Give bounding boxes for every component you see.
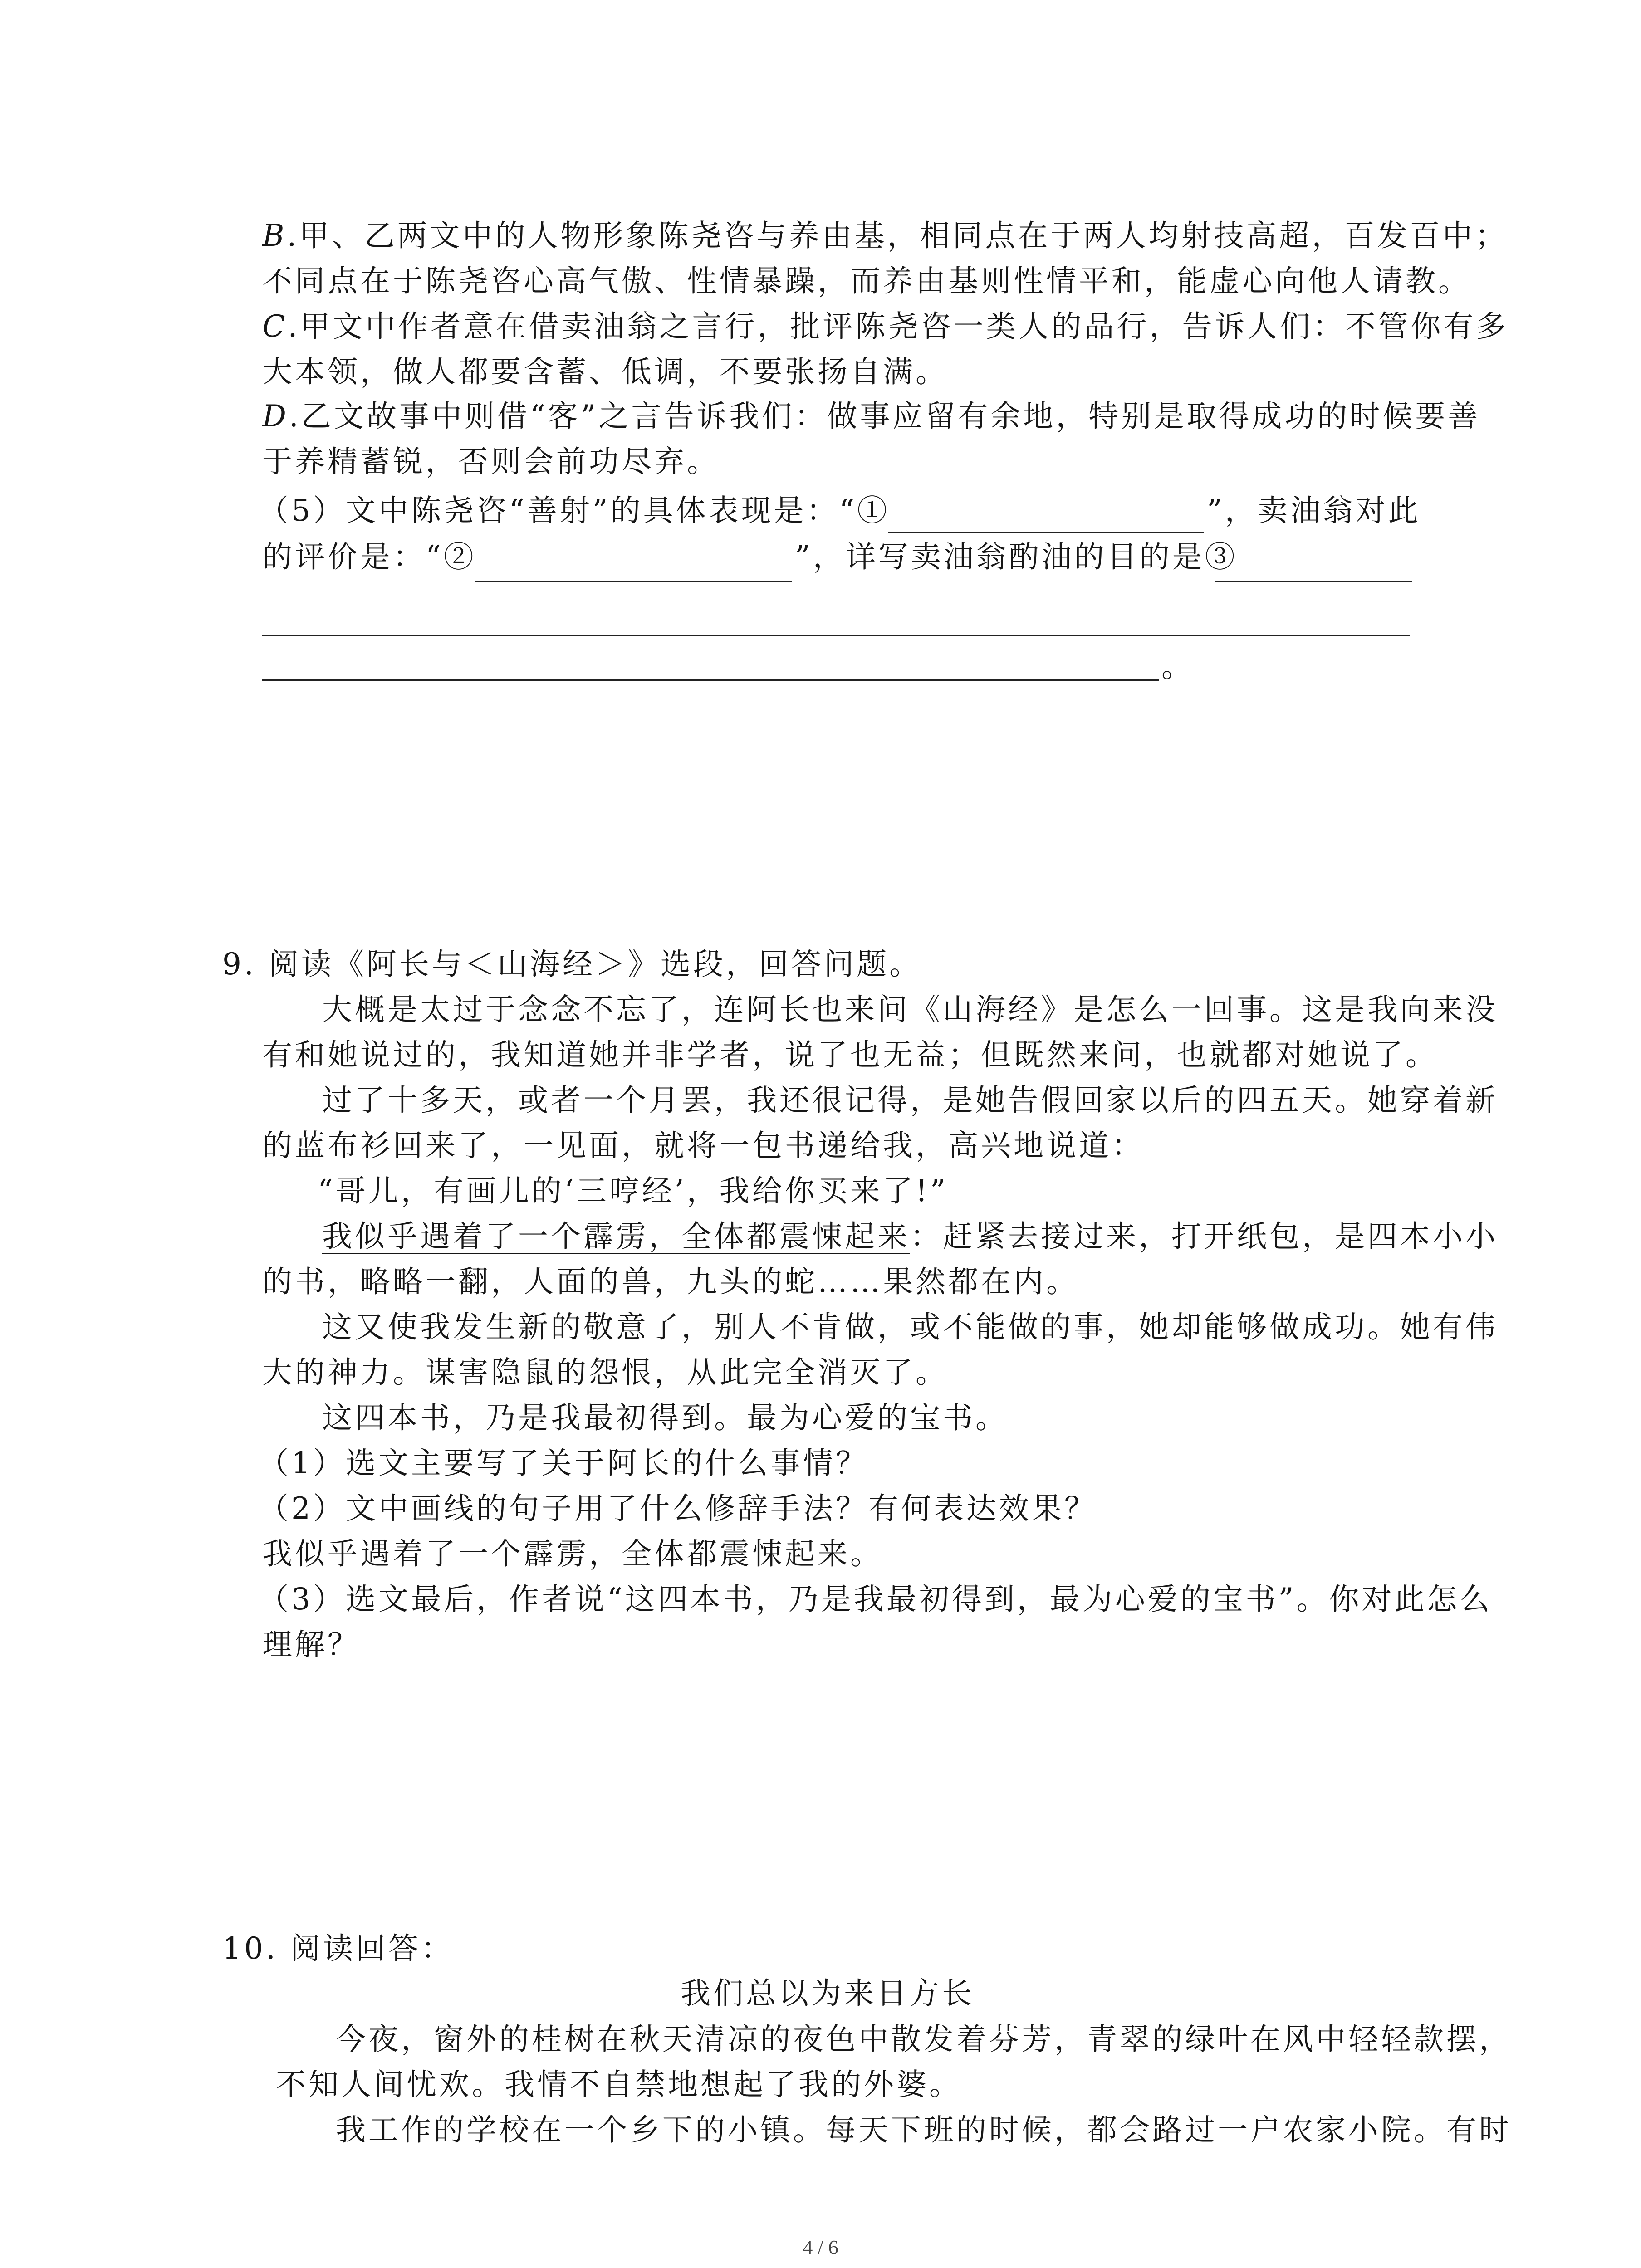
sub-question-5-part-d: ”，详写卖油翁酌油的目的是③: [795, 539, 1238, 574]
paragraph-4-continuation: ：赶紧去接过来，打开纸包，是四本小小: [910, 1219, 1498, 1254]
article-title: 我们总以为来日方长: [681, 1976, 975, 2011]
question-9-heading: 9. 阅读《阿长与＜山海经＞》选段，回答问题。: [222, 947, 922, 982]
option-b-line-1: [262, 213, 1508, 259]
option-d-text: .乙文故事中则借“客”之言告诉我们：做事应留有余地，特别是取得成功的时候要善: [289, 399, 1481, 434]
q10-paragraph-2-line-1: 我工作的学校在一个乡下的小镇。每天下班的时候，都会路过一户农家小院。有时: [336, 2112, 1512, 2147]
sub-question-5-end-mark: 。: [1161, 649, 1194, 684]
option-b-line-2: 不同点在于陈尧咨心高气傲、性情暴躁，而养由基则性情平和，能虚心向他人请教。: [262, 264, 1471, 298]
option-d-line-2: 于养精蓄锐，否则会前功尽弃。: [262, 444, 720, 479]
q9-paragraph-6: 这四本书，乃是我最初得到。最为心爱的宝书。: [322, 1400, 1008, 1435]
q9-sub-question-1: （1）选文主要写了关于阿长的什么事情？: [259, 1446, 868, 1481]
option-d-line-1: [262, 394, 1480, 439]
option-d-letter: D: [262, 399, 289, 434]
q10-paragraph-1-line-1: 今夜，窗外的桂树在秋天清凉的夜色中散发着芬芳，青翠的绿叶在风中轻轻款摆，: [336, 2022, 1512, 2057]
underlined-sentence: 我似乎遇着了一个霹雳，全体都震悚起来: [322, 1219, 910, 1254]
q9-paragraph-5-line-2: 大的神力。谋害隐鼠的怨恨，从此完全消灭了。: [262, 1355, 948, 1390]
sub-question-5-part-b: ”，卖油翁对此: [1207, 493, 1421, 528]
question-10-heading: 10. 阅读回答：: [222, 1931, 454, 1966]
q9-paragraph-4-line-1: [322, 1214, 1498, 1259]
q9-paragraph-1-line-1: 大概是太过于念念不忘了，连阿长也来问《山海经》是怎么一回事。这是我向来没: [322, 992, 1498, 1027]
q9-paragraph-2-line-1: 过了十多天，或者一个月罢，我还很记得，是她告假回家以后的四五天。她穿着新: [322, 1083, 1498, 1118]
sub-question-5-part-a: （5）文中陈尧咨“善射”的具体表现是：“①: [259, 493, 890, 528]
q10-paragraph-1-line-2: 不知人间忧欢。我情不自禁地想起了我的外婆。: [276, 2067, 962, 2102]
option-c-letter: C: [262, 309, 288, 344]
q9-paragraph-5-line-1: 这又使我发生新的敬意了，别人不肯做，或不能做的事，她却能够做成功。她有伟: [322, 1310, 1498, 1344]
option-b-letter: B: [262, 218, 287, 253]
answer-blank-1[interactable]: [888, 532, 1204, 533]
sub-question-5-part-c: 的评价是：“②: [262, 539, 476, 574]
answer-blank-3[interactable]: [1215, 581, 1412, 582]
q9-paragraph-1-line-2: 有和她说过的，我知道她并非学者，说了也无益；但既然来问，也就都对她说了。: [262, 1037, 1438, 1072]
option-c-line-1: [262, 304, 1509, 349]
answer-blank-3-line-2[interactable]: [262, 635, 1410, 636]
option-c-line-2: 大本领，做人都要含蓄、低调，不要张扬自满。: [262, 354, 948, 389]
q9-sub-question-3-line-1: （3）选文最后，作者说“这四本书，乃是我最初得到，最为心爱的宝书”。你对此怎么: [259, 1582, 1493, 1617]
q9-sub-question-3-line-2: 理解？: [262, 1627, 360, 1662]
q9-sub-question-2-quote: 我似乎遇着了一个霹雳，全体都震悚起来。: [262, 1536, 883, 1571]
q9-paragraph-2-line-2: 的蓝布衫回来了，一见面，就将一包书递给我，高兴地说道：: [262, 1128, 1144, 1163]
q9-paragraph-4-line-2: 的书，略略一翻，人面的兽，九头的蛇……果然都在内。: [262, 1264, 1079, 1299]
page-number: 4 / 6: [803, 2236, 838, 2258]
q9-sub-question-2: （2）文中画线的句子用了什么修辞手法？有何表达效果？: [259, 1491, 1097, 1526]
answer-blank-2[interactable]: [475, 581, 792, 582]
q9-paragraph-3-quote: “哥儿，有画儿的‘三哼经’，我给你买来了!”: [318, 1173, 948, 1208]
option-b-text: .甲、乙两文中的人物形象陈尧咨与养由基，相同点在于两人均射技高超，百发百中；: [287, 218, 1508, 253]
option-c-text: .甲文中作者意在借卖油翁之言行，批评陈尧咨一类人的品行，告诉人们：不管你有多: [288, 309, 1509, 344]
answer-blank-3-line-3[interactable]: [262, 679, 1159, 681]
